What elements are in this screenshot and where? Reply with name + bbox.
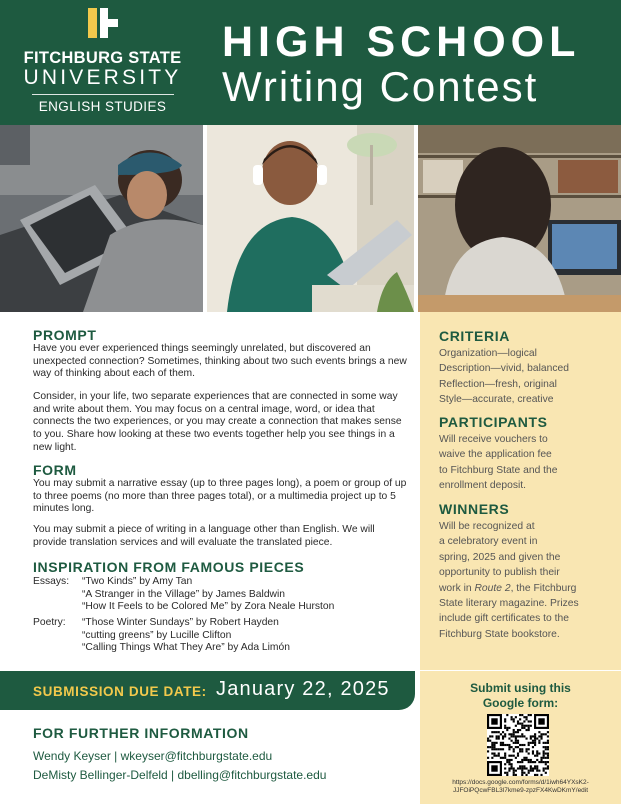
essay-item: “A Stranger in the Village” by James Baldwin	[82, 588, 285, 600]
winners-line: Will be recognized at	[439, 521, 535, 532]
participants-heading: PARTICIPANTS	[439, 414, 548, 430]
winners-line: a celebratory event in	[439, 536, 538, 548]
form-heading: FORM	[33, 462, 77, 478]
magazine-title: Route 2	[474, 582, 511, 594]
winners-line-text: , the Fitchburg	[510, 582, 577, 594]
prompt-paragraph-1: Have you ever experienced things seemingly unrelated, but discovered an unexpected connection? Sometimes, thinking about two such events brings a new way of thinking about each of them.	[33, 343, 407, 380]
logo-text-line1: FITCHBURG STATE	[23, 49, 182, 67]
header-banner	[0, 0, 621, 125]
participants-line: waive the application fee	[439, 449, 552, 461]
prompt-paragraph-2: Consider, in your life, two separate experiences that are connected in some way and write about them. You may focus on a central image, word, or idea that connects the two experiences, or you may create a connection that makes sense to you. Share how looking at these two events together help you see things in a new light.	[33, 391, 402, 453]
photo-student-laptop	[0, 125, 203, 312]
winners-line-text: work in	[439, 582, 475, 594]
winners-text	[439, 519, 614, 642]
page-title-line2: Writing Contest	[222, 63, 539, 110]
criteria-item: Description—vivid, balanced	[439, 363, 569, 375]
participants-line: to Fitchburg State and the	[439, 464, 558, 476]
contact-wendy-keyser[interactable]: Wendy Keyser | wkeyser@fitchburgstate.edu	[33, 749, 273, 763]
criteria-list	[439, 346, 614, 408]
poetry-item: “Those Winter Sundays” by Robert Hayden	[82, 617, 279, 628]
google-form-url-line: https://docs.google.com/forms/d/1iwh64YXsK2-	[452, 779, 589, 786]
criteria-item: Style—accurate, creative	[439, 394, 554, 406]
participants-line: enrollment deposit.	[439, 480, 527, 492]
google-form-link[interactable]	[428, 779, 613, 795]
criteria-item: Reflection—fresh, original	[439, 378, 557, 390]
info-heading: FOR FURTHER INFORMATION	[33, 725, 249, 741]
submit-line: Submit using this	[470, 681, 571, 695]
criteria-item: Organization—logical	[439, 348, 537, 359]
participants-text	[439, 432, 614, 494]
logo-department: ENGLISH STUDIES	[38, 99, 167, 114]
winners-heading: WINNERS	[439, 501, 510, 517]
qr-code-icon[interactable]	[487, 714, 549, 776]
details-panel	[420, 312, 621, 670]
submission-date: January 22, 2025	[216, 678, 390, 700]
prompt-heading: PROMPT	[33, 327, 97, 343]
submit-line: Google form:	[482, 696, 559, 710]
poetry-label: Poetry:	[33, 617, 66, 628]
winners-line: spring, 2025 and given the	[439, 551, 561, 563]
photo-student-headphones	[207, 125, 414, 312]
photo-strip	[0, 125, 621, 312]
essay-item: “How It Feels to be Colored Me” by Zora Neale Hurston	[82, 601, 335, 613]
submission-banner	[0, 671, 415, 710]
essays-label: Essays:	[33, 576, 70, 587]
contact-demisty-bellinger-delfeld[interactable]: DeMisty Bellinger-Delfeld | dbelling@fitchburgstate.edu	[33, 768, 327, 782]
google-form-panel	[420, 671, 621, 804]
fsu-logo-icon	[88, 6, 118, 40]
form-paragraph-1: You may submit a narrative essay (up to three pages long), a poem or group of up to three poems (no more than three pages total), or a multimedia project up to 5 minutes long.	[33, 478, 407, 515]
logo-text-line2: UNIVERSITY	[23, 66, 182, 89]
submit-instructions	[420, 681, 621, 711]
winners-line: opportunity to publish their	[439, 567, 560, 579]
poetry-item: “Calling Things What They Are” by Ada Limón	[82, 642, 290, 654]
criteria-heading: CRITERIA	[439, 328, 510, 344]
logo-divider	[32, 94, 174, 95]
submission-label: SUBMISSION DUE DATE:	[33, 684, 207, 699]
winners-line: Fitchburg State bookstore.	[439, 628, 560, 640]
page-title-line1: HIGH SCHOOL	[222, 18, 581, 66]
poetry-item: “cutting greens” by Lucille Clifton	[82, 629, 232, 641]
google-form-url-line: JJFOiPQcwFBL3l7kme9-zpzFX4KwDKmY/edit	[452, 787, 589, 794]
photo-student-library	[418, 125, 621, 312]
winners-line	[439, 581, 614, 596]
form-paragraph-2: You may submit a piece of writing in a language other than English. We will provide translation services and will evaluate the translated piece.	[33, 524, 375, 548]
participants-line: Will receive vouchers to	[439, 434, 548, 445]
winners-line: include gift certificates to the	[439, 613, 569, 625]
university-logo	[0, 0, 205, 125]
inspiration-heading: INSPIRATION FROM FAMOUS PIECES	[33, 559, 305, 575]
winners-line: State literary magazine. Prizes	[439, 598, 579, 610]
essay-item: “Two Kinds” by Amy Tan	[82, 576, 193, 587]
